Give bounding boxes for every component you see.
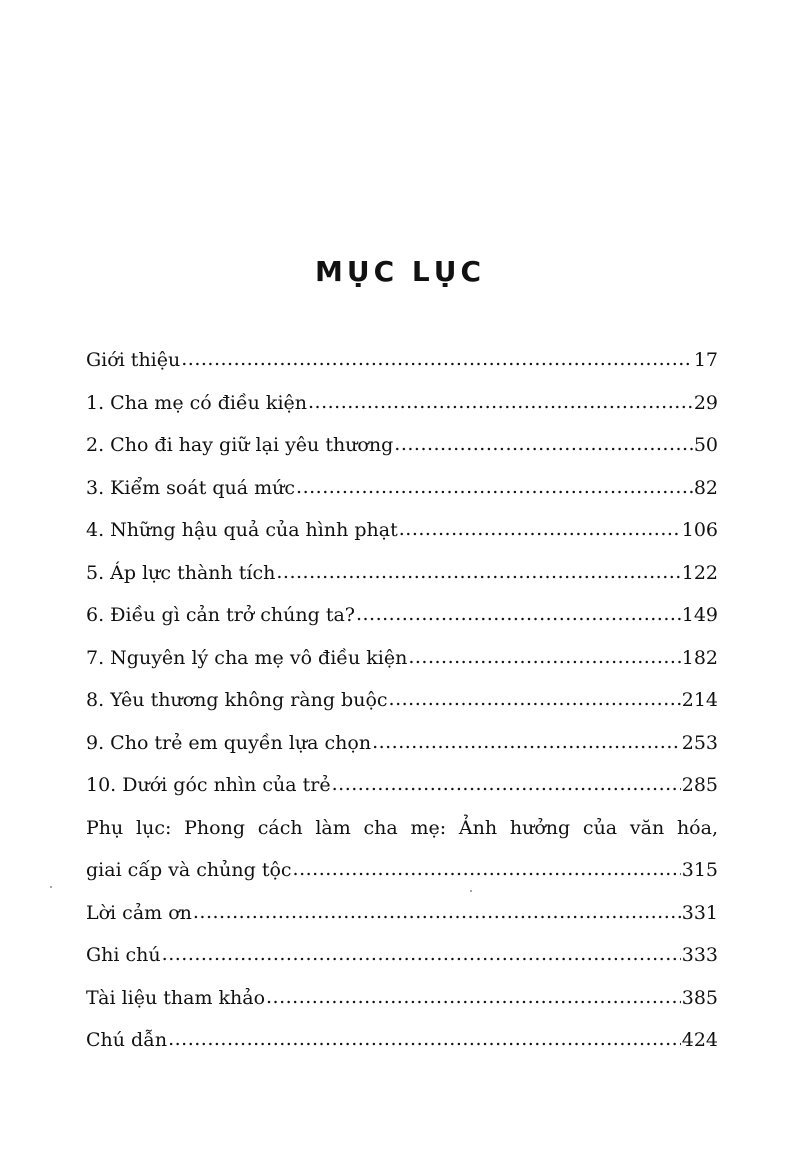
toc-entry-chapter-4 — [86, 514, 718, 557]
toc-entry-page: 253 — [681, 731, 718, 754]
toc-entry-chapter-8 — [86, 684, 718, 727]
toc-entry-page: 214 — [681, 689, 718, 711]
toc-entry-page: 149 — [681, 604, 718, 626]
toc-entry-label: 8. Yêu thương không ràng buộc — [86, 689, 388, 711]
dot-leader — [181, 343, 693, 375]
toc-entry-notes — [86, 939, 718, 982]
toc-entry-label: Ghi chú — [86, 944, 161, 966]
toc-entry-chapter-6 — [86, 599, 718, 642]
toc-entry-page: 333 — [681, 944, 718, 966]
toc-entry-appendix — [86, 812, 718, 897]
toc-entry-page: 82 — [693, 476, 718, 499]
toc-entry-references — [86, 982, 718, 1025]
toc-entry-page: 385 — [681, 986, 718, 1009]
toc-entry-page: 29 — [693, 391, 718, 414]
dot-leader — [293, 853, 681, 885]
table-of-contents — [86, 344, 718, 1067]
toc-entry-label-line-1: Phụ lục: Phong cách làm cha mẹ: Ảnh hưởng của văn hóa, — [86, 816, 718, 839]
dot-leader — [399, 513, 681, 545]
toc-entry-label: 1. Cha mẹ có điều kiện — [86, 391, 308, 414]
toc-entry-page: 17 — [693, 349, 718, 371]
dot-leader — [332, 768, 681, 800]
toc-entry-label: 4. Những hậu quả của hình phạt — [86, 519, 398, 541]
dot-leader — [308, 386, 693, 418]
toc-entry-page: 424 — [681, 1029, 718, 1051]
toc-entry-label: 10. Dưới góc nhìn của trẻ — [86, 774, 331, 796]
dot-leader — [168, 1023, 681, 1055]
toc-entry-chapter-3 — [86, 472, 718, 515]
toc-entry-label: 7. Nguyên lý cha mẹ vô điều kiện — [86, 646, 408, 669]
toc-entry-index — [86, 1024, 718, 1067]
toc-entry-label: Chú dẫn — [86, 1029, 168, 1051]
toc-entry-chapter-1 — [86, 387, 718, 430]
toc-entry-page: 106 — [681, 519, 718, 541]
dot-leader — [193, 896, 681, 928]
dot-leader — [408, 641, 680, 673]
dot-leader — [372, 726, 681, 758]
toc-entry-label: Tài liệu tham khảo — [86, 986, 266, 1009]
toc-entry-label: 2. Cho đi hay giữ lại yêu thương — [86, 434, 394, 456]
paper-speck — [50, 886, 52, 888]
dot-leader — [276, 556, 680, 588]
toc-entry-page: 285 — [681, 774, 718, 796]
dot-leader — [389, 683, 681, 715]
toc-entry-label: Lời cảm ơn — [86, 901, 192, 924]
toc-entry-label: 5. Áp lực thành tích — [86, 561, 276, 584]
dot-leader — [162, 938, 681, 970]
toc-entry-chapter-9 — [86, 727, 718, 770]
dot-leader — [296, 471, 693, 503]
toc-entry-page: 50 — [693, 434, 718, 456]
toc-entry-page: 315 — [681, 859, 718, 881]
toc-entry-chapter-10 — [86, 769, 718, 812]
toc-entry-chapter-2 — [86, 429, 718, 472]
toc-entry-acknowledgements — [86, 897, 718, 940]
toc-entry-page: 182 — [681, 646, 718, 669]
toc-entry-label: 9. Cho trẻ em quyền lựa chọn — [86, 731, 372, 754]
toc-entry-chapter-7 — [86, 642, 718, 685]
toc-entry-introduction — [86, 344, 718, 387]
toc-entry-chapter-5 — [86, 557, 718, 600]
page-title: MỤC LỤC — [314, 255, 486, 288]
paper-speck — [470, 890, 472, 892]
dot-leader — [356, 598, 681, 630]
toc-entry-label: 6. Điều gì cản trở chúng ta? — [86, 604, 355, 626]
dot-leader — [266, 981, 681, 1013]
toc-entry-page: 331 — [681, 901, 718, 924]
toc-entry-label: 3. Kiểm soát quá mức — [86, 476, 296, 499]
toc-entry-label: Giới thiệu — [86, 349, 181, 371]
toc-entry-page: 122 — [681, 561, 718, 584]
toc-entry-label-line-2: giai cấp và chủng tộc — [86, 859, 292, 881]
dot-leader — [394, 428, 693, 460]
